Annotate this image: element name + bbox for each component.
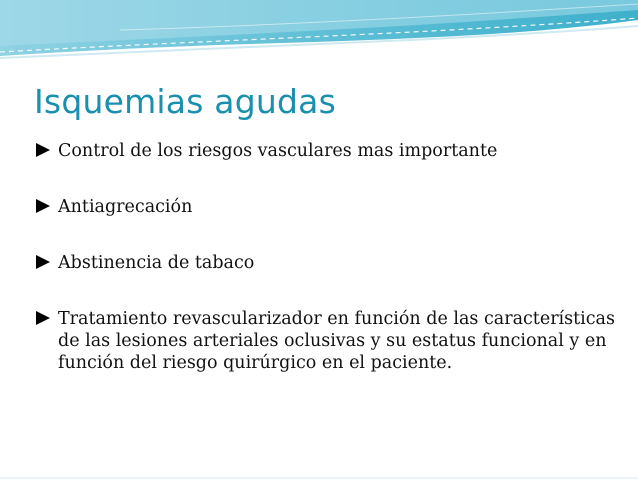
bullet-item bbox=[34, 196, 619, 218]
bullet-text: Antiagrecación bbox=[58, 197, 193, 217]
bullet-text: Tratamiento revascularizador en función de las características de las lesiones arteriales oclusivas y su estatus funcional y en función del riesgo quirúrgico en el paciente. bbox=[58, 309, 615, 373]
triangle-bullet-icon bbox=[36, 255, 50, 269]
bullet-item bbox=[34, 140, 619, 162]
bullet-text: Abstinencia de tabaco bbox=[58, 253, 255, 273]
bullet-item bbox=[34, 252, 619, 274]
bullet-list bbox=[34, 140, 619, 374]
header-wave-decoration bbox=[0, 0, 638, 62]
bullet-text: Control de los riesgos vasculares mas importante bbox=[58, 141, 498, 161]
bullet-item bbox=[34, 308, 619, 374]
triangle-bullet-icon bbox=[36, 143, 50, 157]
slide-title: Isquemias agudas bbox=[34, 82, 336, 121]
triangle-bullet-icon bbox=[36, 199, 50, 213]
triangle-bullet-icon bbox=[36, 311, 50, 325]
